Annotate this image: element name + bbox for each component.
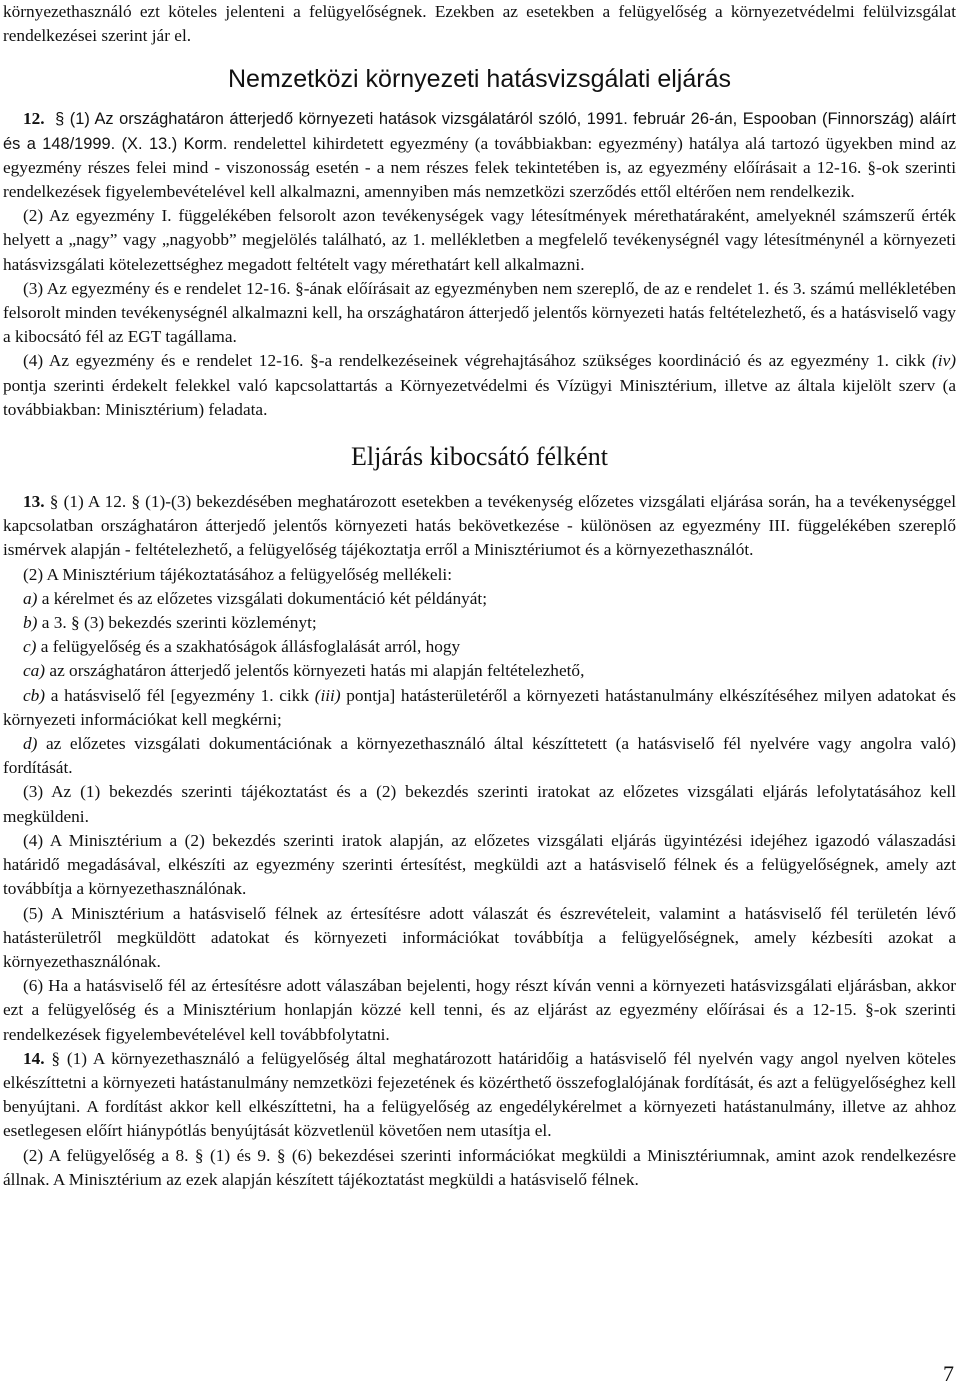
section-heading-emitter-party: Eljárás kibocsátó félként	[350, 442, 609, 472]
paragraph-12-4-text-b: pontja szerinti érdekelt felekkel való kapcsolattartás a Környezetvédelmi és Vízügyi Minisztérium, illetve az általa kijelölt szerv (a továbbiakban: Minisztérium) feladata.	[3, 375, 956, 419]
paragraph-12-1-sans: § (1) Az országhatáron átterjedő környezeti hatások vizsgálatáról szóló, 1991. február 26-án, Espooban (Finnország) aláírt és a 148/1999. (X. 13.) Korm.	[3, 110, 956, 153]
list-text-cb-a: a hatásviselő fél [egyezmény 1. cikk	[45, 685, 315, 705]
list-text-b: a 3. § (3) bekezdés szerinti közleményt;	[37, 613, 317, 633]
list-text-cb-italic: (iii)	[314, 685, 341, 705]
paragraph-12-4-text-a: (4) Az egyezmény és e rendelet 12-16. §-a rendelkezéseinek végrehajtásához szükséges koordináció és az egyezmény 1. cikk	[23, 351, 933, 371]
list-text-cb-b: pontja] hatásterületéről a környezeti hatástanulmány elkészítéséhez milyen adatokat és környezeti információkat kell megkérni;	[3, 685, 956, 729]
list-item-cb	[3, 684, 956, 732]
paragraph-13-4: (4) A Minisztérium a (2) bekezdés szerinti iratok alapján, az előzetes vizsgálati eljárás ügyintézési idejéhez igazodó válaszadási határidő megadásával, elkészíti az egyezmény szerinti értesítést, megküldi azt a hatásviselő félnek és a felügyelőségnek, amely azt továbbítja a környezethasználónak.	[3, 830, 956, 899]
list-text-c: a felügyelőség és a szakhatóságok állásfoglalását arról, hogy	[36, 637, 461, 657]
list-label-c: c)	[23, 637, 37, 657]
list-item-b	[3, 611, 956, 635]
list-label-cb: cb)	[23, 685, 46, 705]
list-text-d: az előzetes vizsgálati dokumentációnak a környezethasználó által készíttetett (a hatásviselő fél nyelvére vagy angolra való) fordítását.	[3, 734, 956, 778]
paragraph-13-5: (5) A Minisztérium a hatásviselő félnek az értesítésre adott válaszát és észrevételeit, valamint a hatásviselő fél területén lévő hatásterületről megküldött adatokat és környezeti információkat továbbítja a felügyelőségnek, amely kézbesíti azokat a környezethasználónak.	[3, 903, 956, 971]
list-label-ca: ca)	[23, 661, 46, 681]
paragraph-14-1	[3, 1047, 956, 1144]
list-item-ca	[3, 659, 956, 683]
list-item-c	[3, 635, 956, 659]
list-label-a: a)	[23, 588, 38, 608]
list-item-d	[3, 732, 956, 780]
paragraph-13-3: (3) Az (1) bekezdés szerinti tájékoztatást és a (2) bekezdés szerinti iratokat az előzetes vizsgálati eljárás lefolytatásához kell megküldeni.	[3, 782, 956, 826]
paragraph-14-2: (2) A felügyelőség a 8. § (1) és 9. § (6) bekezdései szerinti információkat megküldi a Minisztériumnak, amint azok rendelkezésre állnak. A Minisztérium az ezek alapján készített tájékoztatást megküldi a hatásviselő félnek.	[3, 1145, 956, 1189]
list-label-b: b)	[23, 613, 38, 633]
list-label-d: d)	[23, 734, 38, 754]
paragraph-13-6: (6) Ha a hatásviselő fél az értesítésre adott válaszában bejelenti, hogy részt kíván venni a környezeti hatásvizsgálati eljárásban, akkor ezt a felügyelőség és a Minisztérium honlapján közzé kell tenni, és az eljárást az egyezmény előírásai és a 12-15. §-ok szerinti rendelkezések figyelembevételével kell továbbfolytatni.	[3, 976, 956, 1044]
paragraph-12-4-italic: (iv)	[932, 351, 956, 371]
list-item-a	[3, 587, 956, 611]
paragraph-12-3: (3) Az egyezmény és e rendelet 12-16. §-ának előírásait az egyezményben nem szereplő, de az e rendelet 1. és 3. számú mellékletében felsorolt minden tevékenységnél alkalmazni kell, ha országhatáron átterjedő jelentős környezeti hatás feltételezhető, és a hatásviselő vagy a kibocsátó fél az EGT tagállama.	[3, 278, 956, 347]
section-number-12: 12.	[23, 109, 45, 129]
section-heading-international-eia: Nemzetközi környezeti hatásvizsgálati eljárás	[228, 65, 731, 94]
paragraph-14-1-text: § (1) A környezethasználó a felügyelőség által meghatározott határidőig a hatásviselő fél nyelvén vagy angol nyelven köteles elkészíttetni a környezeti hatástanulmány nemzetközi fejezetének és közérthető összefoglalójának fordítását, és azt a felügyelőséghez kell benyújtani. A fordítást akkor kell elkészíttetni, ha a felügyelőség az engedélykérelmet a környezeti hatástanulmány, illetve az ahhoz esetlegesen előírt hiánypótlás benyújtását közvetlenül követően nem utasítja el.	[3, 1048, 956, 1141]
continuation-paragraph: környezethasználó ezt köteles jelenteni a felügyelőségnek. Ezekben az esetekben a felügyelőség a környezetvédelmi felülvizsgálat rendelkezései szerint jár el.	[3, 2, 956, 46]
list-text-ca: az országhatáron átterjedő jelentős környezeti hatás mi alapján feltételezhető,	[45, 661, 585, 681]
paragraph-12-1	[3, 107, 956, 204]
page-number: 7	[943, 1361, 954, 1386]
paragraph-12-1-rest: rendelettel kihirdetett egyezmény (a továbbiakban: egyezmény) hatálya alá tartozó ügyekben mind az egyezmény részes felei mind - viszonosság esetén - a nem részes felek tekintetében is, az egyezmény előírásait a 12-16. §-ok szerinti rendelkezések figyelembevételével kell alkalmazni, amennyiben más nemzetközi szerződés ettől eltérően nem rendelkezik.	[3, 133, 957, 202]
paragraph-12-2: (2) Az egyezmény I. függelékében felsorolt azon tevékenységek vagy létesítmények mérethatáraként, amelyeknél számszerű érték helyett a „nagy” vagy „nagyobb” megjelölés található, az 1. mellékletben a megfelelő tevékenységnél vagy létesítménynél a környezeti hatásvizsgálati kötelezettséghez megadott feltételt vagy mérethatárt kell alkalmazni.	[3, 206, 956, 274]
list-text-a: a kérelmet és az előzetes vizsgálati dokumentáció két példányát;	[37, 588, 488, 608]
section-number-13: 13.	[23, 492, 45, 512]
paragraph-13-1	[3, 490, 956, 563]
paragraph-13-1-text: § (1) A 12. § (1)-(3) bekezdésében meghatározott esetekben a tevékenység előzetes vizsgálati eljárása során, ha a tevékenységgel kapcsolatban országhatáron átterjedő jelentős környezeti hatás bekövetkezése - különösen az egyezmény III. függelékében szereplő ismérvek alapján - feltételezhető, a felügyelőség tájékoztatja erről a Minisztériumot és a környezethasználót.	[3, 492, 956, 560]
paragraph-12-4	[3, 349, 956, 422]
section-number-14: 14.	[23, 1048, 45, 1068]
paragraph-13-2: (2) A Minisztérium tájékoztatásához a felügyelőség mellékeli:	[23, 564, 453, 584]
document-page	[3, 0, 956, 1192]
